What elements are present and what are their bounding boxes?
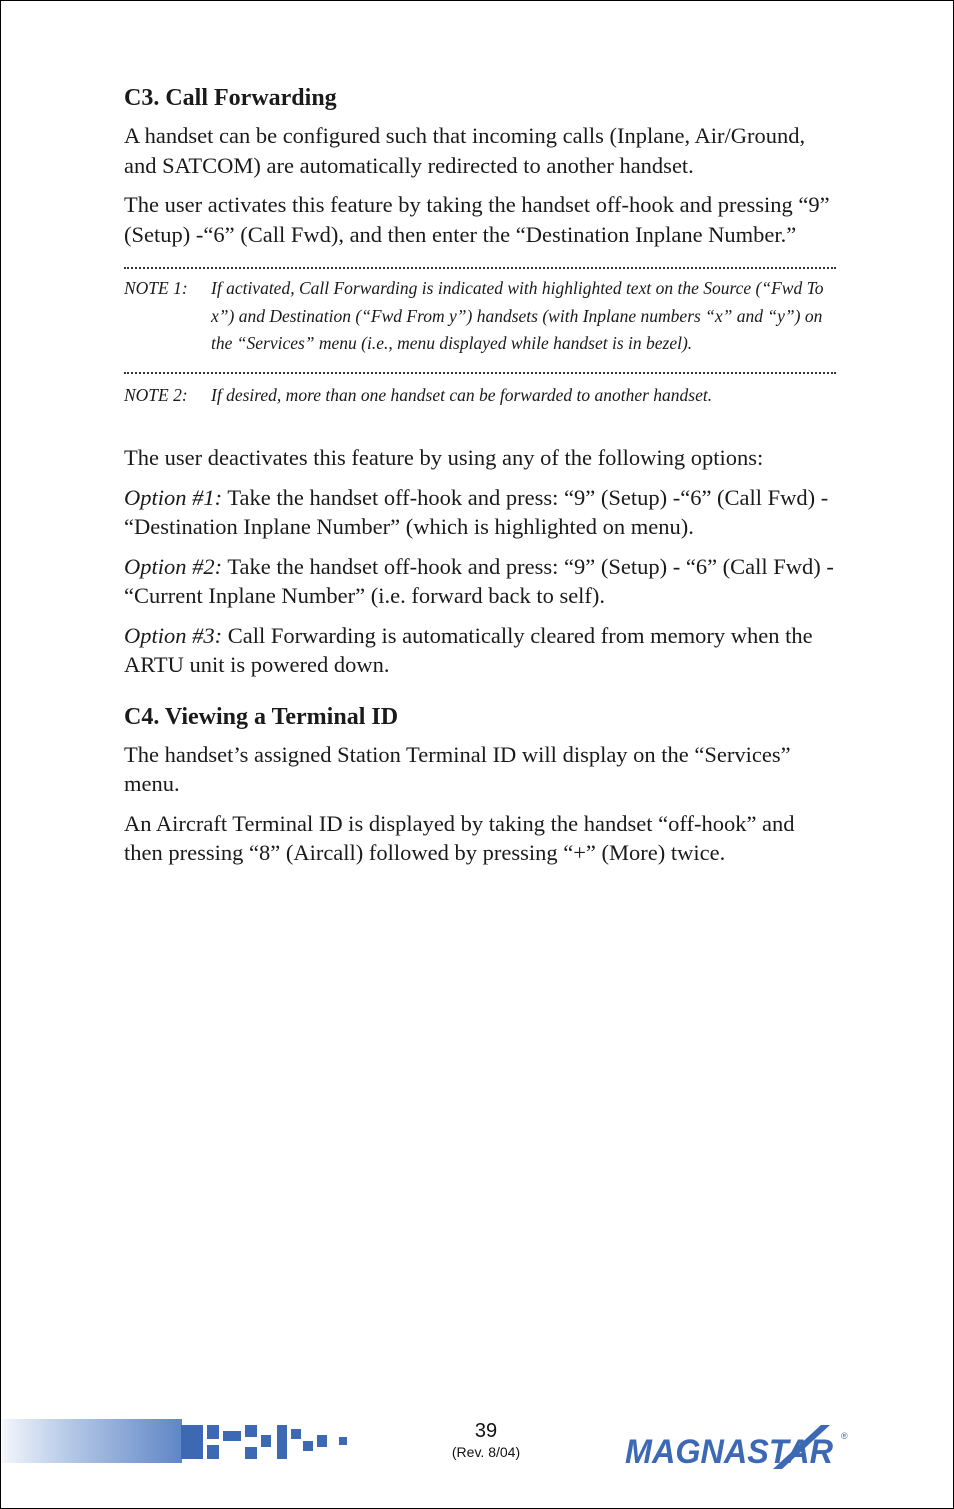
logo-wordmark: MAGNASTAR: [625, 1433, 834, 1471]
registered-mark: ®: [841, 1431, 848, 1441]
option-3-label: Option #3:: [124, 622, 223, 648]
option-2: [124, 552, 836, 611]
footer-gradient-bar: [2, 1419, 182, 1463]
section-heading-c4: C4. Viewing a Terminal ID: [124, 703, 399, 730]
option-3-text: Call Forwarding is automatically cleared from memory when the ARTU unit is powered down.: [124, 622, 813, 677]
option-2-label: Option #2:: [124, 553, 223, 579]
note-1-text: If activated, Call Forwarding is indicated with highlighted text on the Source (“Fwd To x”) and Destination (“Fwd From y”) handsets (with Inplane numbers “x” and “y”) on the “Services” menu (i.e., menu displayed while handset is in bezel).: [211, 278, 824, 353]
note-divider: [124, 372, 836, 374]
option-3: [124, 621, 836, 680]
note-1: [124, 275, 836, 358]
c4-paragraph-1: The handset’s assigned Station Terminal ID will display on the “Services” menu.: [124, 741, 791, 796]
option-1-text: Take the handset off-hook and press: “9” (Setup) -“6” (Call Fwd) - “Destination Inplane Number” (which is highlighted on menu).: [124, 484, 829, 539]
section-heading-c3: C3. Call Forwarding: [124, 85, 337, 111]
option-1-label: Option #1:: [124, 484, 223, 510]
page-content: [124, 81, 836, 878]
c4-paragraph-2: An Aircraft Terminal ID is displayed by taking the handset “off-hook” and then pressing “8” (Aircall) followed by pressing “+” (More) twice.: [124, 810, 795, 865]
magnastar-logo: [623, 1419, 853, 1480]
note-2-label: NOTE 2:: [124, 384, 188, 405]
note-2: [124, 382, 836, 410]
page-number-block: [431, 1419, 541, 1461]
option-2-text: Take the handset off-hook and press: “9” (Setup) - “6” (Call Fwd) - “Current Inplane Number” (i.e. forward back to self).: [124, 553, 834, 608]
note-divider: [124, 267, 836, 269]
revision-label: (Rev. 8/04): [451, 1444, 521, 1460]
c3-paragraph-3: The user deactivates this feature by using any of the following options:: [124, 445, 764, 470]
c3-paragraph-1: A handset can be configured such that incoming calls (Inplane, Air/Ground, and SATCOM) are automatically redirected to another handset.: [124, 123, 806, 178]
option-1: [124, 483, 836, 542]
note-1-label: NOTE 1:: [124, 278, 188, 298]
note-2-text: If desired, more than one handset can be forwarded to another handset.: [211, 384, 713, 405]
page-number: 39: [474, 1420, 498, 1442]
c3-paragraph-2: The user activates this feature by taking the handset off-hook and pressing “9” (Setup) -“6” (Call Fwd), and then enter the “Destination Inplane Number.”: [124, 192, 830, 247]
